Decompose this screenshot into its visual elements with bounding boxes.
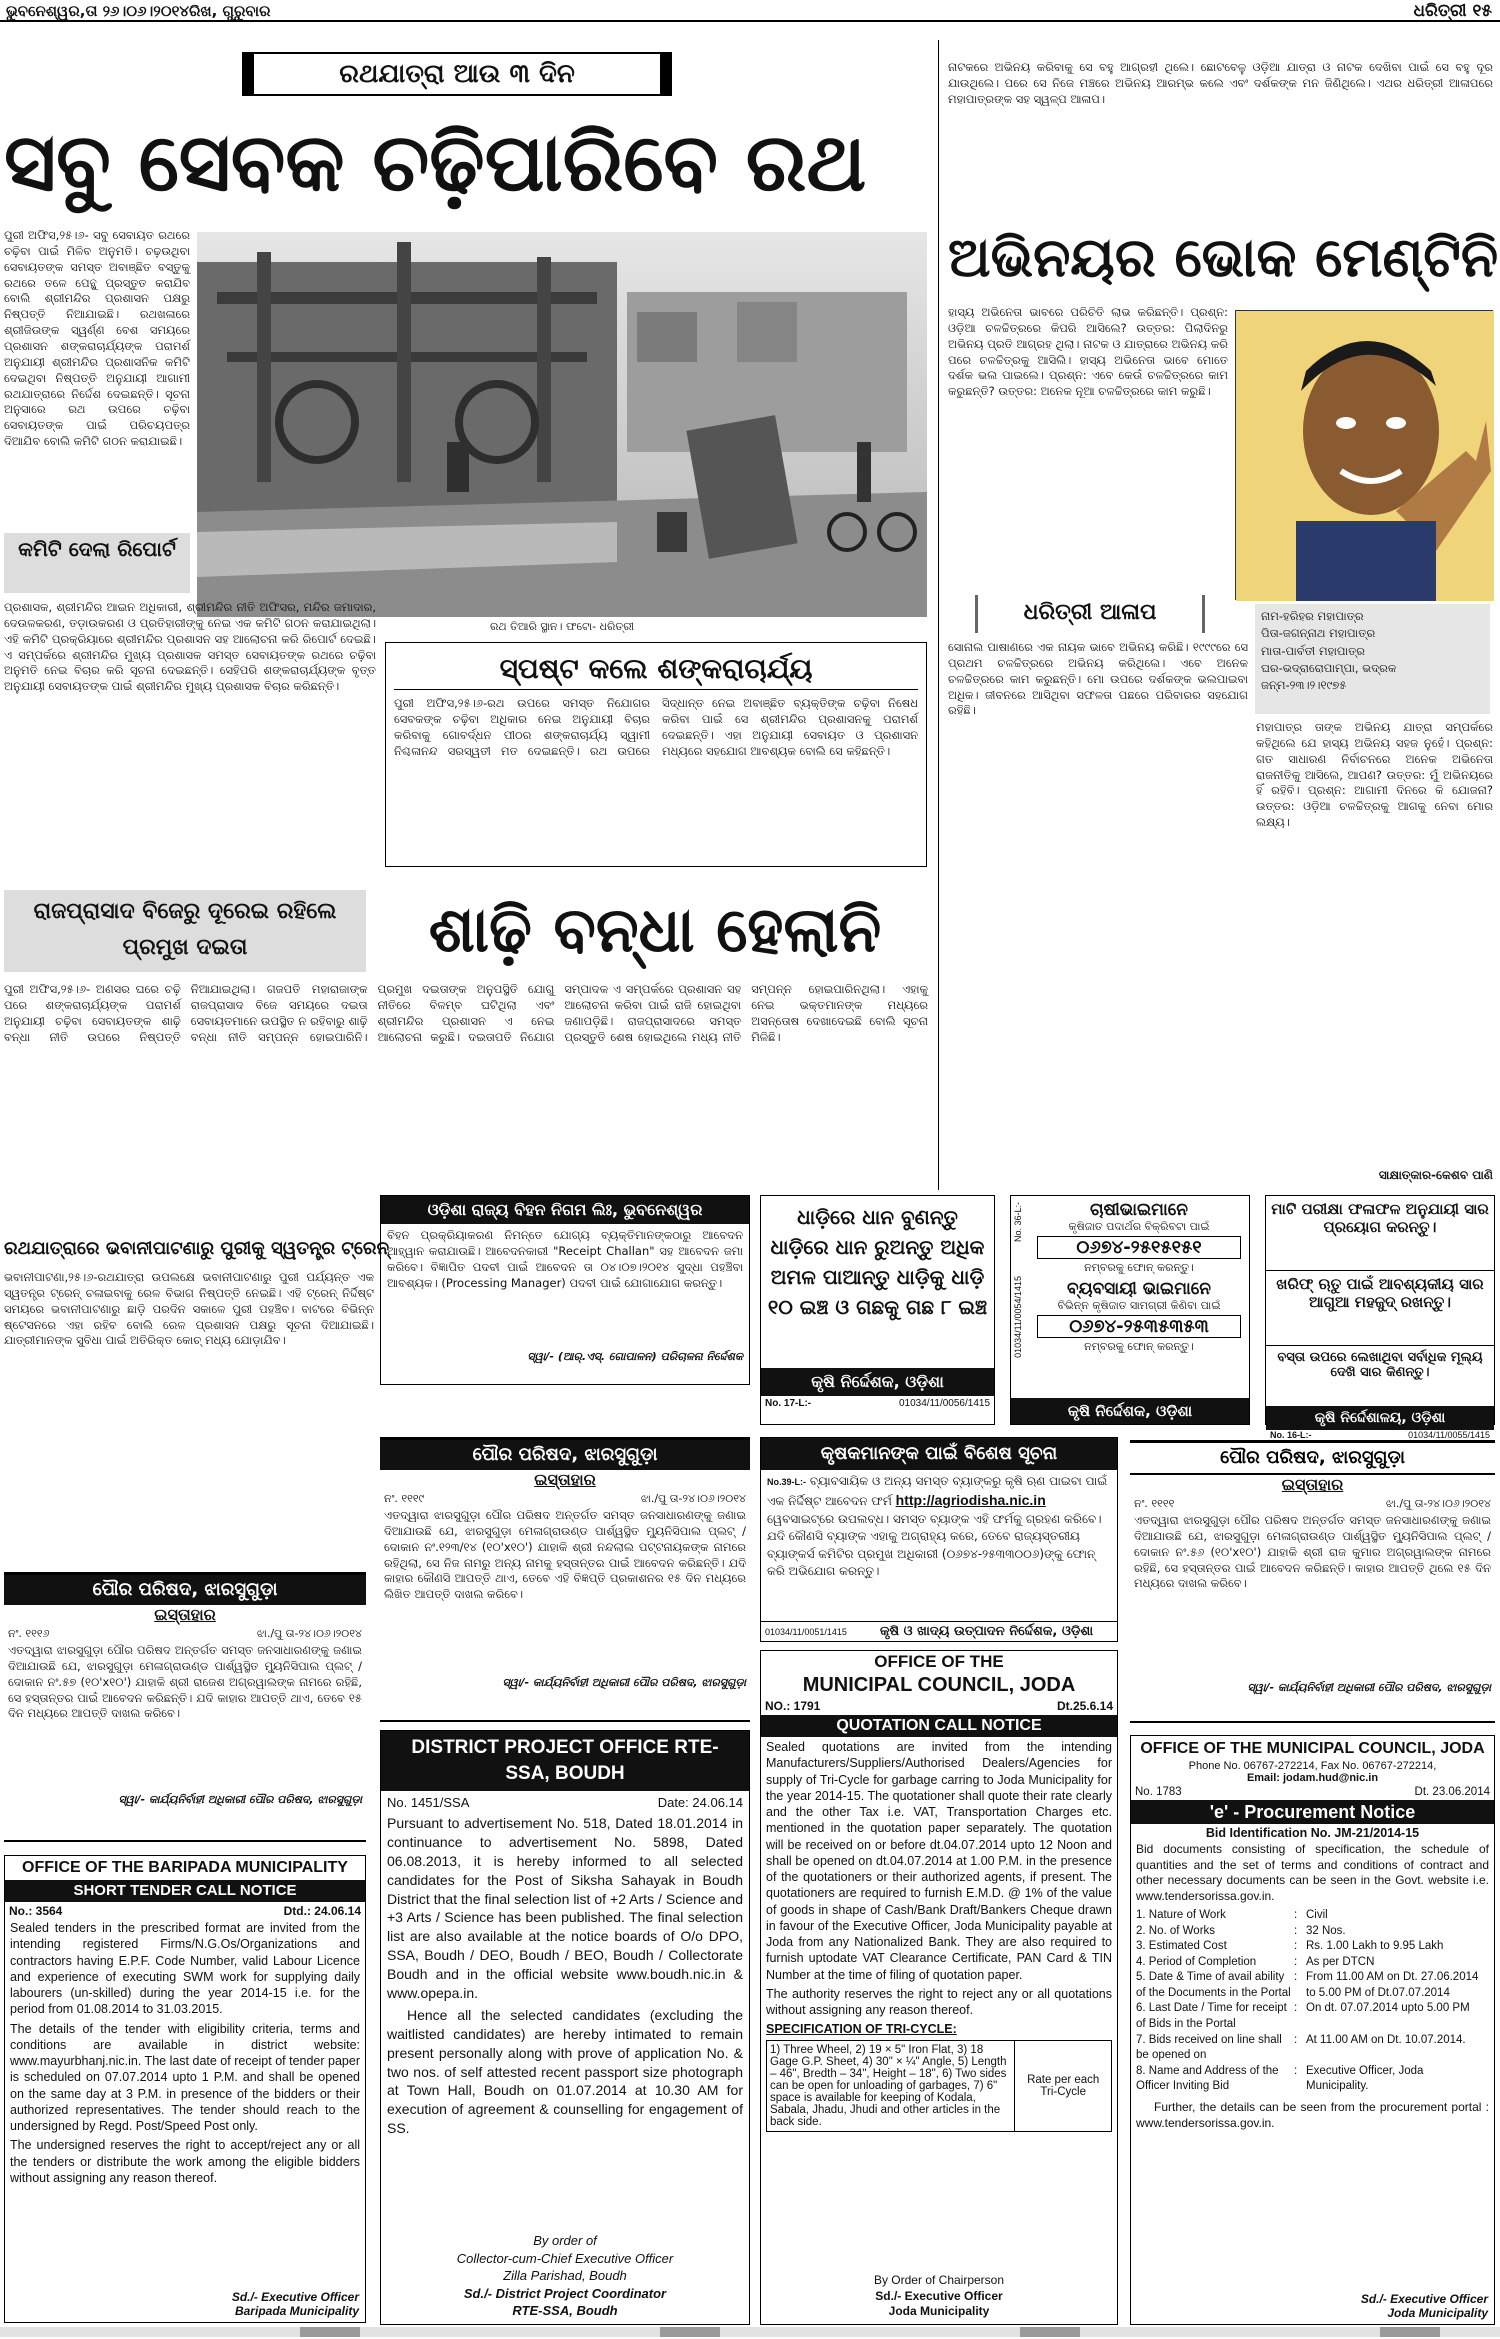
farmers-call-ad	[1010, 1195, 1250, 1425]
row-value: At 11.00 AM on Dt. 10.07.2014.	[1306, 2033, 1466, 2046]
row-key: 4. Period of Completion	[1136, 1955, 1257, 1968]
table-row: 4. Period of Completion : As per DTCN	[1136, 1955, 1489, 1971]
lead-photo	[197, 232, 927, 617]
shankar-body: ପୁରୀ ଅଫିସ,୨୫।୬-ରଥ ଉପରେ ସମସ୍ତ ନିଯୋଗର ସେବକଙ୍କ ଚଢ଼ିବା ଅଧିକାର ନେଇ ଅନୁଯାୟୀ ବିଚାର କରିବାକୁ ଗୋବର୍ଦ୍ଧନ ପୀଠର ଶଙ୍କରାଚାର୍ଯ୍ୟ ସ୍ୱାମୀ ନିଶ୍ଚଳାନନ୍ଦ ସରସ୍ୱତୀ ମତ ଦେଇଛନ୍ତି। ରଥ ଉପରେ ସିଦ୍ଧାନ୍ତ ନେଇ ଅବାଞ୍ଛିତ ବ୍ୟକ୍ତିଙ୍କ ଚଢ଼ିବା ନିଷେଧ କରିବା ପାଇଁ ସେ ଶ୍ରୀମନ୍ଦିର ପ୍ରଶାସନକୁ ପରାମର୍ଶ ଦେଇଛନ୍ତି। ଏହା ଅନୁଯାୟୀ ସେବାୟତ ଓ ପ୍ରଶାସନ ମଧ୍ୟରେ ସହଯୋଗ ଆବଶ୍ୟକ ବୋଲି ସେ କହିଛନ୍ତି।	[394, 696, 918, 758]
jharsuguda-3-sig: ସ୍ୱା/- କାର୍ଯ୍ୟନିର୍ବାହୀ ଅଧିକାରୀ ପୌର ପରିଷଦ, ଝାରସୁଗୁଡ଼ା	[1247, 1681, 1491, 1694]
joda-proc-further: Further, the details can be seen from the procurement portal : www.tendersorissa.gov.in.	[1136, 2099, 1489, 2131]
paddy-ad	[760, 1195, 995, 1425]
baripada-sig2: Baripada Municipality	[234, 2304, 359, 2318]
joda-procurement-ad	[1130, 1735, 1495, 2325]
joda-quote-body2: The authority reserves the right to reject any or all quotations without assigning any reason thereof.	[766, 1986, 1112, 2017]
row-key: 3. Estimated Cost	[1136, 1940, 1227, 1953]
joda-proc-sig1: Sd./- Executive Officer	[1360, 2292, 1488, 2306]
paddy-code-row	[761, 1396, 994, 1411]
rte-boudh-sig1: By order of	[533, 2233, 597, 2249]
farmers-notice-footer-row	[761, 1621, 1117, 1641]
joda-proc-title: OFFICE OF THE MUNICIPAL COUNCIL, JODA	[1140, 1740, 1485, 1757]
jharsuguda-notice-2	[4, 1572, 366, 1842]
soil-test-title: ମାଟି ପରୀକ୍ଷା ଫଳାଫଳ ଅନୁଯାୟୀ ସାର ପ୍ରୟୋଗ କରନ୍ତୁ।	[1271, 1200, 1489, 1236]
lead-sub-kicker: କମିଟି ଦେଲା ରିପୋର୍ଟ	[4, 533, 190, 593]
row-value: Rs. 1.00 Lakh to 9.95 Lakh	[1306, 1940, 1444, 1953]
farmers-notice-footer: କୃଷି ଓ ଖାଦ୍ୟ ଉତ୍ପାଦନ ନିର୍ଦ୍ଦେଶକ, ଓଡ଼ିଶା	[879, 1624, 1094, 1639]
seed-corp-sig: ସ୍ୱା/- (ଆର୍.ଏସ୍. ଗୋପାଳନ) ପରିଚାଳନା ନିର୍ଦ୍ଦେଶକ	[527, 1350, 743, 1363]
rte-boudh-body	[381, 1814, 749, 2138]
joda-proc-body: Bid documents consisting of specification, the schedule of quantities and the set of terms and conditions of contract and other necessary documents can be seen in the Govt. website i.e. www.tendersorissa.gov.in.	[1136, 1842, 1489, 1903]
dateline: ଭୁବନେଶ୍ୱର,ତା ୨୬।୦୬।୨୦୧୪ରିଖ, ଗୁରୁବାର	[6, 2, 271, 20]
joda-quote-sig1: By Order of Chairperson	[873, 2273, 1005, 2288]
joda-proc-no: No. 1783	[1135, 1786, 1182, 1798]
baripada-ad	[4, 1855, 366, 2323]
joda-quote-spec-wrap	[761, 2040, 1117, 2132]
page-header	[0, 0, 1500, 22]
row-value: From 11.00 AM on Dt. 27.06.2014 to 5.00 PM of Dt.07.07.2014	[1306, 1971, 1479, 1999]
bio-line: ପିତା-ଜଗନ୍ନାଥ ମହାପାତ୍ର	[1261, 626, 1376, 641]
farmers-call-line2: କୃଷିଜାତ ପଦାର୍ଥର ବିକ୍ରିବଟା ପାଇଁ	[1068, 1220, 1210, 1233]
column-tag: ଧରିତ୍ରୀ ଆଳାପ	[975, 595, 1205, 633]
row-key: 2. No. of Works	[1136, 1924, 1216, 1937]
soil-test-code-no: No. 16-L:-	[1270, 1430, 1312, 1440]
jharsuguda-2-no: ନଂ. ୧୧୧୬	[8, 1627, 50, 1640]
column-divider	[938, 40, 939, 1190]
rte-boudh-no: No. 1451/SSA	[387, 1795, 470, 1810]
joda-quote-title: QUOTATION CALL NOTICE	[761, 1715, 1117, 1737]
shankar-box	[385, 642, 927, 867]
farmers-call-phone1: ୦୬୭୪-୨୫୧୫୧୫୧	[1037, 1236, 1241, 1259]
jharsuguda-2-body: ଏତଦ୍ୱାରା ଝାରସୁଗୁଡ଼ା ପୌର ପରିଷଦ ଅନ୍ତର୍ଗତ ସମସ୍ତ ଜନସାଧାରଣଙ୍କୁ ଜଣାଇ ଦିଆଯାଉଛି ଯେ, ଝାରସୁଗୁଡ଼ା ମେଳାଗ୍ରାଉଣ୍ଡ ପାର୍ଶ୍ୱସ୍ଥିତ ମ୍ୟୁନିସିପାଲ ପ୍ଲଟ୍ / ଦୋକାନ ନଂ.୫୭ (୧୦'x୧୦') ଯାହାକି ଶ୍ରୀ ରାଜେଶ ଅଗ୍ରୱାଲଙ୍କ ନାମରେ ରହିଛି, ସେ ହସ୍ତାନ୍ତର ପାଇଁ ଆବେଦନ କରିଛନ୍ତି। ଯଦି କାହାର ଆପତ୍ତି ଥାଏ, ତେବେ ୧୫ ଦିନ ମଧ୍ୟରେ ଆପତ୍ତି ଦାଖଲ କରିବେ।	[8, 1643, 362, 1721]
lead-body-2: ପ୍ରଶାସକ, ଶ୍ରୀମନ୍ଦିର ଆଇନ ଅଧିକାରୀ, ଶ୍ରୀମନ୍ଦିର ନୀତି ଅଫିସର, ମନ୍ଦିର ଜମାଦାର, ଦେଉଳକରଣ, ତଡ଼ାଉକରଣ ଓ ପ୍ରତିହାରୀଙ୍କୁ ନେଇ ଏକ କମିଟି ଗଠନ କରାଯାଇଥିଲା। ଏହି କମିଟି ପ୍ରକ୍ରିୟାରେ ଶ୍ରୀମନ୍ଦିର ପ୍ରଶାସନ ସହ ଆଲୋଚନା କରି ରିପୋର୍ଟ ଦେଇଛି। ଏ ସମ୍ପର୍କରେ ଶ୍ରୀମନ୍ଦିର ମୁଖ୍ୟ ପ୍ରଶାସକ ସମସ୍ତ ସେବାୟତଙ୍କ ରଥରେ ଚଢ଼ିବା ଅନୁମତି ନେଇ ବିଚାର କରି ସୂଚନା ଦେଇଛନ୍ତି। ସେହିପରି ଶଙ୍କରାଚାର୍ଯ୍ୟଙ୍କ ବୃତ୍ତ ଅନୁଯାୟୀ ସେବାୟତଙ୍କ ପାଇଁ ଶ୍ରୀମନ୍ଦିର ମୁଖ୍ୟ ପ୍ରଶାସକ ବିଚାର କରିଛନ୍ତି।	[4, 600, 376, 694]
table-row: 6. Last Date / Time for receipt of Bids in the Portal : On dt. 07.07.2014 upto 5.00 PM	[1136, 2001, 1489, 2032]
interview-byline: ସାକ୍ଷାତ୍କାର-କେଶବ ପାଣି	[1378, 1168, 1493, 1182]
bio-line: ମାତା-ପାର୍ବତୀ ମହାପାତ୍ର	[1261, 643, 1366, 658]
rte-boudh-ad	[380, 1730, 750, 2325]
chariot-construction-photo	[197, 232, 927, 617]
farmers-notice-code: 01034/11/0051/1415	[765, 1626, 847, 1637]
bio-line: ନାମ-ହରିହର ମହାପାତ୍ର	[1261, 609, 1364, 623]
joda-proc-sig2: Joda Municipality	[1387, 2306, 1488, 2320]
paddy-code: 01034/11/0056/1415	[898, 1398, 990, 1409]
rte-boudh-meta	[381, 1791, 749, 1814]
seed-corp-title: ଓଡ଼ିଶା ରାଜ୍ୟ ବିହନ ନିଗମ ଲିଃ, ଭୁବନେଶ୍ୱର	[381, 1196, 749, 1224]
soil-test-ad	[1265, 1195, 1495, 1440]
row-value: As per DTCN	[1306, 1955, 1375, 1968]
farmers-notice-title: କୃଷକମାନଙ୍କ ପାଇଁ ବିଶେଷ ସୂଚନା	[761, 1438, 1117, 1470]
joda-quote-sig2: Sd./- Executive Officer	[875, 2288, 1003, 2303]
joda-quote-no: NO.: 1791	[765, 1699, 821, 1713]
interview-body-1: ହାସ୍ୟ ଅଭିନେତା ଭାବରେ ପରିଚିତି ଲାଭ କରିଛନ୍ତି। ପ୍ରଶ୍ନ: ଓଡ଼ିଆ ଚଳଚ୍ଚିତ୍ରରେ କିପରି ଆସିଲେ? ଉତ୍ତର: ପିଲାଦିନରୁ ଅଭିନୟ ପ୍ରତି ଆଗ୍ରହ ଥିଲା। ନାଟକ ଓ ଯାତ୍ରାରେ ଅଭିନୟ କରି ପରେ ଚଳଚ୍ଚିତ୍ରକୁ ଆସିଲି। ହାସ୍ୟ ଅଭିନେତା ଭାବେ ମୋତେ ଦର୍ଶକ ଭଲ ପାଇଲେ। ପ୍ରଶ୍ନ: ଏବେ କେଉଁ ଚଳଚ୍ଚିତ୍ରରେ କାମ କରୁଛନ୍ତି? ଉତ୍ତର: ଅନେକ ନୂଆ ଚଳଚ୍ଚିତ୍ରରେ କାମ କରୁଛି।	[948, 305, 1228, 399]
rte-boudh-sig3: Zilla Parishad, Boudh	[503, 2268, 627, 2284]
joda-quote-meta	[761, 1697, 1117, 1715]
rte-boudh-sig	[381, 2232, 749, 2320]
row-value: Civil	[1306, 1909, 1328, 1922]
joda-quote-date: Dt.25.6.14	[1056, 1699, 1113, 1713]
baripada-body1: Sealed tenders in the prescribed format are invited from the intending registered Firms/N.G.Os/Organizations and contractors having E.P.F. Code Number, valid Labour Licence and experience of executing SWM work for supplying daily labourers (un-skilled) during the year 2014-15 i.e. for the period from 01.08.2014 to 31.03.2015.	[10, 1921, 360, 2017]
joda-quote-sig3: Joda Municipality	[888, 2304, 990, 2319]
joda-quote-rate: Rate per each Tri-Cycle	[1015, 2040, 1112, 2131]
jharsuguda-3-date: ଝା./ପୁ ତା-୨୪।୦୬।୨୦୧୪	[1385, 1497, 1491, 1510]
rte-boudh-sig5: RTE-SSA, Boudh	[512, 2303, 618, 2319]
page-number: ଧରିତ୍ରୀ ୧୫	[1413, 1, 1492, 21]
jharsuguda-3-no: ନଂ. ୧୧୧୧	[1134, 1497, 1175, 1510]
jharsuguda-2-meta	[4, 1625, 366, 1643]
row-key: 8. Name and Address of the Officer Inviting Bid	[1136, 2064, 1279, 2093]
interview-body-2: ସୋନାଲ ପାଷାଣରେ ଏକ ନାୟକ ଭାବେ ଅଭିନୟ କରିଛି। ୧୯୯୯ରେ ସେ ପ୍ରଥମ ଚଳଚ୍ଚିତ୍ରରେ ଅଭିନୟ କରିଥିଲେ। ଏବେ ଅନେକ ଚଳଚ୍ଚିତ୍ରରେ କାମ କରୁଛନ୍ତି। ମୋ ଉପରେ ଦର୍ଶକଙ୍କ ଭଲପାଇବା ଅଧିକ। ଜୀବନରେ ଆସିଥିବା ସଫଳତା ପଛରେ ପରିବାରର ସହଯୋଗ ରହିଛି।	[948, 640, 1248, 718]
farmers-call-line6: ନମ୍ବରକୁ ଫୋନ୍ କରନ୍ତୁ।	[1084, 1340, 1194, 1353]
farmers-notice-code-no: No.39-L:-	[767, 1477, 806, 1487]
joda-proc-table	[1131, 1904, 1494, 2098]
jharsuguda-1-meta	[380, 1490, 750, 1508]
joda-proc-sig	[1361, 2292, 1488, 2320]
lead-headline: ସବୁ ସେବକ ଚଢ଼ିପାରିବେ ରଥ	[4, 116, 867, 209]
bio-line: ଜନ୍ମ-୨୩।୨।୧୯୭୫	[1261, 678, 1347, 692]
farmers-notice-body2: ୱେବସାଇଟ୍‌ରେ ଉପଲବ୍ଧ। ସମସ୍ତ ବ୍ୟାଙ୍କ ଏହି ଫର୍ମକୁ ଗ୍ରହଣ କରିବେ। ଯଦି କୌଣସି ବ୍ୟାଙ୍କ ଏହାକୁ ଅଗ୍ରାହ୍ୟ କରେ, ତେବେ ରାଜ୍ୟସ୍ତରୀୟ ବ୍ୟାଙ୍କର୍ସ କମିଟିର ପ୍ରମୁଖ ଅଧିକାରୀ (୦୬୭୪-୨୫୩୩୦୦୬)ଙ୍କୁ ଫୋନ୍ କରି ଅଭିଯୋଗ କରନ୍ତୁ।	[767, 1511, 1102, 1578]
baripada-body3: The undersigned reserves the right to accept/reject any or all the tenders or distribute the work among the eligible bidders without assigning any reason thereof.	[10, 2138, 360, 2185]
jharsuguda-3-title: ପୌର ପରିଷଦ, ଝାରସୁଗୁଡ଼ା	[1130, 1443, 1495, 1475]
farmers-call-phone2: ୦୬୭୪-୨୫୩୫୩୫୩	[1037, 1315, 1241, 1338]
farmers-call-line1: ଚାଷୀଭାଇମାନେ	[1089, 1200, 1189, 1220]
joda-proc-meta	[1131, 1784, 1494, 1800]
joda-proc-phone: Phone No. 06767-272214, Fax No. 06767-272214,	[1188, 1760, 1437, 1772]
joda-quotation-ad	[760, 1650, 1118, 2325]
actor-portrait-image	[1236, 311, 1494, 601]
row-value: On dt. 07.07.2014 upto 5.00 PM	[1306, 2002, 1470, 2015]
seed-corp-body: ବିହନ ପ୍ରକ୍ରିୟାକରଣ ନିମନ୍ତେ ଯୋଗ୍ୟ ବ୍ୟକ୍ତିମାନଙ୍କଠାରୁ ଆବେଦନ ଆହ୍ୱାନ କରାଯାଉଛି। ଆବେଦନକାରୀ "Receipt Challan" ସହ ଆବେଦନ ଜମା କରିବେ। ବିଜ୍ଞାପିତ ପଦବୀ ପାଇଁ ଆବେଦନ ତା ୦୪।୦୭।୨୦୧୪ ସୁଦ୍ଧା ପହଞ୍ଚିବା ଆବଶ୍ୟକ। (Processing Manager) ପଦବୀ ପାଇଁ ଯୋଗାଯୋଗ କରନ୍ତୁ।	[387, 1228, 743, 1290]
rte-boudh-sig2: Collector-cum-Chief Executive Officer	[456, 2250, 674, 2266]
rajaprasad-kicker: ରାଜପ୍ରାସାଦ ବିଜେରୁ ଦୂରେଇ ରହିଲେ ପ୍ରମୁଖ ଦଇତା	[4, 890, 366, 972]
jharsuguda-2-title: ପୌର ପରିଷଦ, ଝାରସୁଗୁଡ଼ା	[4, 1575, 366, 1605]
baripada-meta	[5, 1902, 365, 1920]
rajaprasad-body: ପୁରୀ ଅଫିସ,୨୫।୬- ଅଣସର ଘରେ ଚଢ଼ି ପରେ ଶଙ୍କରାଚାର୍ଯ୍ୟଙ୍କ ପରାମର୍ଶ ଅନୁଯାୟୀ ଚଢ଼ିବା ସେବାୟତଙ୍କ ଶାଢ଼ି ବନ୍ଧା ନୀତି ଉପରେ ନିଷ୍ପତ୍ତି ନିଆଯାଇଥିଲା। ଗଜପତି ମହାରାଜାଙ୍କ ରାଜପ୍ରାସାଦ ବିଜେ ସମୟରେ ଦଇତା ସେବାୟତମାନେ ଉପସ୍ଥିତ ନ ରହିବାରୁ ଶାଢ଼ି ବନ୍ଧା ନୀତି ସମ୍ପନ୍ନ ହୋଇପାରିନି। ପ୍ରମୁଖ ଦଇତାଙ୍କ ଅନୁପସ୍ଥିତି ଯୋଗୁ ନୀତିରେ ବିଳମ୍ବ ଘଟିଥିଲା ଏବଂ ଶ୍ରୀମନ୍ଦିର ପ୍ରଶାସନ ଏ ନେଇ ଆଲୋଚନା କରୁଛି। ଦଇତାପତି ନିଯୋଗ ସମ୍ପାଦକ ଏ ସମ୍ପର୍କରେ ପ୍ରଶାସନ ସହ ଆଲୋଚନା କରିବା ପାଇଁ ରାଜି ହୋଇଥିବା ଜଣାପଡ଼ିଛି। ରାଜପ୍ରାସାଦରେ ସମସ୍ତ ପ୍ରସ୍ତୁତି ଶେଷ ହୋଇଥିଲେ ମଧ୍ୟ ନୀତି ସମ୍ପନ୍ନ ହୋଇପାରିନଥିଲା। ଏହାକୁ ନେଇ ଭକ୍ତମାନଙ୍କ ମଧ୍ୟରେ ଅସନ୍ତୋଷ ଦେଖାଦେଇଛି ବୋଲି ସୂଚନା ମିଳିଛି।	[4, 982, 928, 1044]
paddy-text: ଧାଡ଼ିରେ ଧାନ ବୁଣନ୍ତୁ ଧାଡ଼ିରେ ଧାନ ରୁଅନ୍ତୁ ଅଧିକ ଅମଳ ପାଆନ୍ତୁ ଧାଡ଼ିକୁ ଧାଡ଼ି ୧୦ ଇଞ୍ଚ ଓ ଗଛକୁ ଗଛ ୮ ଇଞ୍ଚ	[767, 1205, 988, 1319]
row-key: 6. Last Date / Time for receipt of Bids in the Portal	[1136, 2002, 1287, 2030]
farmers-notice-url[interactable]: http://agriodisha.nic.in	[895, 1492, 1046, 1509]
rte-boudh-body1: Pursuant to advertisement No. 518, Dated 18.01.2014 in continuance to advertisement No. 5898, Dated 06.08.2013, it is hereby informed to all selected candidates for the Post of Siksha Sahayak in Boudh District that the final selection list of +2 Arts / Science and +3 Arts / Science has been published. The final selection list are also available at the notice boards of O/o DPO, SSA, Boudh / DEO, Boudh / BEO, Boudh / Collectorate Boudh and in the official website www.boudh.nic.in & www.opepa.in.	[387, 1815, 743, 2002]
jharsuguda-1-sub: ଇସ୍ତାହାର	[534, 1470, 596, 1489]
baripada-sig	[232, 2290, 359, 2318]
baripada-title: OFFICE OF THE BARIPADA MUNICIPALITY	[22, 1859, 348, 1876]
joda-quote-name: MUNICIPAL COUNCIL, JODA	[802, 1674, 1076, 1696]
jharsuguda-notice-1	[380, 1437, 750, 1722]
train-headline: ରଥଯାତ୍ରାରେ ଭବାନୀପାଟଣାରୁ ପୁରୀକୁ ସ୍ୱତନ୍ତ୍ର ଟ୍ରେନ୍	[4, 1238, 389, 1259]
farmers-call-code-no: No. 36-L:-	[1013, 1202, 1023, 1243]
joda-quote-body1: Sealed quotations are invited from the intending Manufacturers/Suppliers/Authorised Dealers/Agencies for supply of Tri-Cycle for garbage carring to Joda Municipality for the year 2014-15. The quotationer shall quote their rate clearly and the other Tax i.e. VAT, Transportation Charges etc. mentioned in the quotation paper separately. The quotation will be received on or before dt.04.07.2014 upto 12 Noon and shall be opened on dt.04.07.2014 at 1.00 P.M. in the presence of the quotationers or their authorized agents, if present. The quotationers are required to furnish E.M.D. @ 1% of the value of goods in shape of Cash/Bank Draft/Bankers Cheque drawn in favour of the Executive Officer, Joda Municipality payable at Joda from any Nationalized Bank. They are also required to furnish uptodate VAT Clearance Certificate, PAN Card & TIN Number at the time of filing of quotation paper.	[766, 1740, 1112, 1982]
soil-test-bottom: ବସ୍ତା ଉପରେ ଲେଖାଥିବା ସର୍ବାଧିକ ମୂଲ୍ୟ ଦେଖି ସାର କିଣନ୍ତୁ।	[1277, 1350, 1483, 1380]
jharsuguda-1-date: ଝା./ପୁ ତା-୨୪।୦୬।୨୦୧୪	[640, 1492, 746, 1505]
jharsuguda-1-body: ଏତଦ୍ୱାରା ଝାରସୁଗୁଡ଼ା ପୌର ପରିଷଦ ଅନ୍ତର୍ଗତ ସମସ୍ତ ଜନସାଧାରଣଙ୍କୁ ଜଣାଇ ଦିଆଯାଉଛି ଯେ, ଝାରସୁଗୁଡ଼ା ମେଳାଗ୍ରାଉଣ୍ଡ ପାର୍ଶ୍ୱସ୍ଥିତ ମ୍ୟୁନିସିପାଲ ପ୍ଲଟ୍ / ଦୋକାନ ନଂ.୧୨୩/୧୪ (୧୦'x୧୦') ଯାହାକି ଶ୍ରୀ ନନ୍ଦଲାଲ ପଟ୍ଟନାୟକଙ୍କ ନାମରେ ରହିଥିଲା, ସେ ନିଜ ନାମରୁ ଅନ୍ୟ ନାମକୁ ହସ୍ତାନ୍ତର ପାଇଁ ଆବେଦନ କରିଛନ୍ତି। ଯଦି କାହାର କୌଣସି ଆପତ୍ତି ଥାଏ, ତେବେ ଏହି ବିଜ୍ଞପ୍ତି ପ୍ରକାଶନର ୧୫ ଦିନ ମଧ୍ୟରେ ଲିଖିତ ଆପତ୍ତି ଦାଖଲ କରିବେ।	[384, 1508, 746, 1602]
page-footer-bar	[0, 2327, 1500, 2337]
jharsuguda-3-body: ଏତଦ୍ୱାରା ଝାରସୁଗୁଡ଼ା ପୌର ପରିଷଦ ଅନ୍ତର୍ଗତ ସମସ୍ତ ଜନସାଧାରଣଙ୍କୁ ଜଣାଇ ଦିଆଯାଉଛି ଯେ, ଝାରସୁଗୁଡ଼ା ମେଳାଗ୍ରାଉଣ୍ଡ ପାର୍ଶ୍ୱସ୍ଥିତ ମ୍ୟୁନିସିପାଲ ପ୍ଲଟ୍ / ଦୋକାନ ନଂ.୫୬ (୧୦'x୧୦') ଯାହାକି ଶ୍ରୀ ରାଜ କୁମାର ଅଗ୍ରୱାଲଙ୍କ ନାମରେ ରହିଛି, ସେ ହସ୍ତାନ୍ତର ପାଇଁ ଆବେଦନ କରିଛନ୍ତି। କାହାର ଆପତ୍ତି ଥିଲେ ୧୫ ଦିନ ମଧ୍ୟରେ ଦାଖଲ କରିବେ।	[1134, 1513, 1491, 1591]
farmers-notice-content	[761, 1470, 1117, 1583]
farmers-call-code: 01034/11/0054/1415	[1013, 1276, 1023, 1358]
lead-body-1: ପୁରୀ ଅଫିସ,୨୫।୬- ସବୁ ସେବାୟତ ରଥରେ ଚଢ଼ିବା ପାଇଁ ମିଳିବ ଅନୁମତି। ଚଢ଼ଉଥିବା ସେବାୟତଙ୍କ ସମସ୍ତ ଅବାଞ୍ଛିତ ବସ୍ତୁକୁ ରଥରେ ତଳେ ପେନ୍ଥୁ ପ୍ରସ୍ତୁତ କରାଯିବ ବୋଲି ଶ୍ରୀମନ୍ଦିର ପ୍ରଶାସନ ପକ୍ଷରୁ ନିଷ୍ପତ୍ତି ନିଆଯାଇଛି। ରଥଖଳାରେ ଶ୍ରୀଜିଉଙ୍କ ସ୍ୱର୍ଣ୍ଣ ବେଶ ସମୟରେ ପ୍ରଶାସନ ଶଙ୍କରାଚାର୍ଯ୍ୟଙ୍କ ପରାମର୍ଶ ଅନୁଯାୟୀ ଶ୍ରୀମନ୍ଦିର ପ୍ରଶାସନିକ କମିଟି ଦେଇଥିବା ନିଷ୍ପତ୍ତି ଅନୁଯାୟୀ ଆଗାମୀ ରଥଯାତ୍ରାରେ ନିର୍ଦ୍ଦେଶ ଦେଇଛନ୍ତି। ସୂଚନା ଅନୁସାରେ ରଥ ଉପରେ ଚଢ଼ିବା ସେବାୟତଙ୍କ ପାଇଁ ପରିଚୟପତ୍ର ଦିଆଯିବ ବୋଲି କମିଟି ଗଠନ କରାଯାଇଛି।	[4, 228, 190, 449]
jharsuguda-1-title: ପୌର ପରିଷଦ, ଝାରସୁଗୁଡ଼ା	[380, 1440, 750, 1470]
baripada-body	[5, 1920, 365, 2186]
baripada-date: Dtd.: 24.06.14	[283, 1904, 361, 1918]
interview-headline: ଅଭିନୟର ଭୋକ ମେଣ୍ଟିନି	[948, 226, 1499, 289]
joda-quote-sig	[761, 2273, 1117, 2320]
paddy-code-no: No. 17-L:-	[765, 1398, 812, 1409]
lead-kicker: ରଥଯାତ୍ରା ଆଉ ୩ ଦିନ	[339, 59, 575, 89]
farmers-call-line3: ନମ୍ବରକୁ ଫୋନ୍ କରନ୍ତୁ।	[1084, 1261, 1194, 1274]
jharsuguda-3-meta	[1130, 1495, 1495, 1513]
farmers-call-line4: ବ୍ୟବସାୟୀ ଭାଇମାନେ	[1066, 1279, 1212, 1299]
joda-quote-body	[761, 1737, 1117, 2040]
interview-body-3: ମହାପାତ୍ର ତାଙ୍କ ଅଭିନୟ ଯାତ୍ରା ସମ୍ପର୍କରେ କହିଥିଲେ ଯେ ହାସ୍ୟ ଅଭିନୟ ସହଜ ନୁହେଁ। ପ୍ରଶ୍ନ: ଗତ ସାଧାରଣ ନିର୍ବାଚନରେ ଅନେକ ଅଭିନେତା ରାଜନୀତିକୁ ଆସିଲେ, ଆପଣ? ଉତ୍ତର: ମୁଁ ଅଭିନୟରେ ହିଁ ରହିବି। ପ୍ରଶ୍ନ: ଆଗାମୀ ଦିନରେ କି ଯୋଜନା? ଉତ୍ତର: ଓଡ଼ିଆ ଚଳଚ୍ଚିତ୍ରକୁ ଆଗକୁ ନେବା ମୋର ଲକ୍ଷ୍ୟ।	[1256, 720, 1493, 830]
table-row: 3. Estimated Cost : Rs. 1.00 Lakh to 9.95 Lakh	[1136, 1939, 1489, 1955]
table-row: 8. Name and Address of the Officer Inviting Bid : Executive Officer, Joda Municipality.	[1136, 2064, 1489, 2095]
actor-portrait	[1235, 310, 1493, 600]
baripada-sub: SHORT TENDER CALL NOTICE	[5, 1880, 365, 1902]
row-value: Executive Officer, Joda Municipality.	[1306, 2064, 1424, 2093]
row-value: 32 Nos.	[1306, 1924, 1346, 1937]
jharsuguda-2-date: ଝା./ପୁ ତା-୨୪।୦୬।୨୦୧୪	[256, 1627, 362, 1640]
rajaprasad-headline: ଶାଢ଼ି ବନ୍ଧା ହେଲାନି	[428, 893, 882, 966]
farmers-notice-ad	[760, 1437, 1118, 1642]
baripada-body2: The details of the tender with eligibility criteria, terms and conditions are available in district website: www.mayurbhanj.nic.in. The last date of receipt of tender paper is scheduled on 07.07.2014 upto 1 P.M. and shall be opened on the same day at 3 P.M. in presence of the bidders or their authorized representatives. The tender should reach to the undersigned by Regd. Post/Speed Post only.	[10, 2021, 360, 2133]
joda-quote-office: OFFICE OF THE	[874, 1652, 1004, 1671]
rte-boudh-date: Date: 24.06.14	[657, 1795, 743, 1810]
jharsuguda-notice-3	[1130, 1440, 1495, 1723]
soil-test-code: 01034/11/0055/1415	[1408, 1430, 1490, 1440]
paddy-footer: କୃଷି ନିର୍ଦ୍ଦେଶକ, ଓଡ଼ିଶା	[761, 1368, 994, 1396]
rte-boudh-title: DISTRICT PROJECT OFFICE RTE-SSA, BOUDH	[381, 1731, 749, 1791]
joda-proc-date: Dt. 23.06.2014	[1414, 1786, 1490, 1798]
joda-proc-notice: 'e' - Procurement Notice	[1131, 1800, 1494, 1824]
soil-test-footer: କୃଷି ନିର୍ଦ୍ଦେଶାଳୟ, ଓଡ଼ିଶା	[1266, 1406, 1494, 1430]
table-row: 5. Date & Time of avail ability of the Documents in the Portal : From 11.00 AM on Dt. 27.06.2014 to 5.00 PM of Dt.07.07.2014	[1136, 1970, 1489, 2001]
lead-photo-caption: ରଥ ତିଆରି ସ୍ଥାନ। ଫଟୋ- ଧରିତ୍ରୀ	[490, 620, 634, 633]
jharsuguda-2-sub: ଇସ୍ତାହାର	[154, 1605, 216, 1624]
joda-quote-spec: 1) Three Wheel, 2) 19 × 5" Iron Flat, 3) 18 Gage G.P. Sheet, 4) 30" × ¼" Angle, 5) Length – 46", Bredth – 34", Height – 18", 6) Two sides can be open for unloading of garbages, 7) 6" space is available for keeping of Kodala, Sabala, Jhadu, Jhudi and other articles in the back side.	[767, 2040, 1015, 2131]
table-row: 1. Nature of Work : Civil	[1136, 1908, 1489, 1924]
joda-proc-email: Email: jodam.hud@nic.in	[1246, 1772, 1379, 1784]
table-row: 2. No. of Works : 32 Nos.	[1136, 1924, 1489, 1940]
joda-proc-bid: Bid Identification No. JM-21/2014-15	[1205, 1826, 1420, 1840]
baripada-sig1: Sd./- Executive Officer	[231, 2290, 359, 2304]
joda-quote-spec-title: SPECIFICATION OF TRI-CYCLE:	[766, 2022, 957, 2037]
soil-test-mid: ଖରିଫ୍ ଋତୁ ପାଇଁ ଆବଶ୍ୟକୀୟ ସାର ଆଗୁଆ ମହଜୁଦ୍ ରଖନ୍ତୁ।	[1266, 1270, 1494, 1346]
jharsuguda-3-sub: ଇସ୍ତାହାର	[1281, 1475, 1344, 1494]
row-key: 5. Date & Time of avail ability of the Documents in the Portal	[1136, 1971, 1291, 1999]
jharsuguda-2-sig: ସ୍ୱା/- କାର୍ଯ୍ୟନିର୍ବାହୀ ଅଧିକାରୀ ପୌର ପରିଷଦ, ଝାରସୁଗୁଡ଼ା	[118, 1793, 362, 1806]
row-key: 7. Bids received on line shall be opened on	[1136, 2033, 1282, 2062]
jharsuguda-1-sig: ସ୍ୱା/- କାର୍ଯ୍ୟନିର୍ବାହୀ ଅଧିକାରୀ ପୌର ପରିଷଦ, ଝାରସୁଗୁଡ଼ା	[502, 1676, 746, 1689]
baripada-no: No.: 3564	[9, 1904, 63, 1918]
rte-boudh-sig4: Sd./- District Project Coordinator	[463, 2285, 667, 2301]
soil-test-code-row	[1266, 1430, 1494, 1440]
seed-corp-ad	[380, 1195, 750, 1385]
bio-line: ଘର-ଭଦ୍ରାରୋପାମ୍ପା, ଭଦ୍ରକ	[1261, 660, 1397, 675]
farmers-call-footer: କୃଷି ନିର୍ଦ୍ଦେଶକ, ଓଡ଼ିଶା	[1011, 1398, 1249, 1424]
right-top-body: ନାଟକରେ ଅଭିନୟ କରିବାକୁ ସେ ବହୁ ଆଗ୍ରହୀ ଥିଲେ। ଛୋଟବେଳୁ ଓଡ଼ିଆ ଯାତ୍ରା ଓ ନାଟକ ଦେଖିବା ପାଇଁ ସେ ବହୁ ଦୂର ଯାଉଥିଲେ। ପରେ ସେ ନିଜେ ମଞ୍ଚରେ ଅଭିନୟ ଆରମ୍ଭ କଲେ ଏବଂ ଦର୍ଶକଙ୍କ ମନ ଜିଣିଥିଲେ। ଏଥର ଧରିତ୍ରୀ ଆଳାପରେ ମହାପାତ୍ରଙ୍କ ସହ ସ୍ୱଳ୍ପ ଆଳାପ।	[948, 60, 1493, 106]
train-body: ଭବାନୀପାଟଣା,୨୫।୬-ରଥଯାତ୍ରା ଉପଲକ୍ଷେ ଭବାନୀପାଟଣାରୁ ପୁରୀ ପର୍ଯ୍ୟନ୍ତ ଏକ ସ୍ୱତନ୍ତ୍ର ଟ୍ରେନ୍ ଚଳାଇବାକୁ ରେଳ ବିଭାଗ ନିଷ୍ପତ୍ତି ନେଇଛି। ଏହି ଟ୍ରେନ୍ ନିର୍ଦ୍ଦିଷ୍ଟ ସମୟରେ ଭବାନୀପାଟଣାରୁ ଛାଡ଼ି ପରଦିନ ସକାଳେ ପୁରୀ ପହଞ୍ଚିବ। ବାଟରେ ବିଭିନ୍ନ ଷ୍ଟେସନରେ ଏହା ରହିବ ବୋଲି ରେଳ ପ୍ରଶାସନ ପକ୍ଷରୁ ସୂଚନା ଦିଆଯାଇଛି। ଯାତ୍ରୀମାନଙ୍କ ସୁବିଧା ପାଇଁ ଅତିରିକ୍ତ କୋଚ୍ ମଧ୍ୟ ଯୋଡ଼ାଯିବ।	[4, 1270, 374, 1348]
lead-kicker-box	[242, 52, 672, 96]
row-key: 1. Nature of Work	[1136, 1909, 1226, 1922]
actor-bio	[1255, 604, 1490, 714]
shankar-headline: ସ୍ପଷ୍ଟ କଲେ ଶଙ୍କରାଚାର୍ଯ୍ୟ	[394, 649, 918, 690]
table-row	[767, 2040, 1112, 2131]
farmers-notice-body1: ବ୍ୟାବସାୟିକ ଓ ଅନ୍ୟ ସମସ୍ତ ବ୍ୟାଙ୍କରୁ କୃଷି ଋଣ ପାଇବା ପାଇଁ ଏକ ନିର୍ଦ୍ଦିଷ୍ଟ ଆବେଦନ ଫର୍ମ	[767, 1474, 1108, 1509]
table-row: 7. Bids received on line shall be opened on : At 11.00 AM on Dt. 10.07.2014.	[1136, 2033, 1489, 2064]
rte-boudh-body2: Hence all the selected candidates (excluding the waitlisted candidates) are hereby intimated to remain present personally along with prove of application No. & two nos. of self attested recent passport size photograph at Town Hall, Boudh on 01.07.2014 at 10.30 AM for execution of agreement & counselling for engagement of SS.	[387, 2006, 743, 2137]
joda-quote-spec-table	[766, 2040, 1112, 2132]
farmers-call-line5: ବିଭିନ୍ନ କୃଷିଜାତ ସାମଗ୍ରୀ କିଣିବା ପାଇଁ	[1057, 1299, 1221, 1312]
jharsuguda-1-no: ନଂ. ୧୧୧୯	[384, 1492, 425, 1505]
